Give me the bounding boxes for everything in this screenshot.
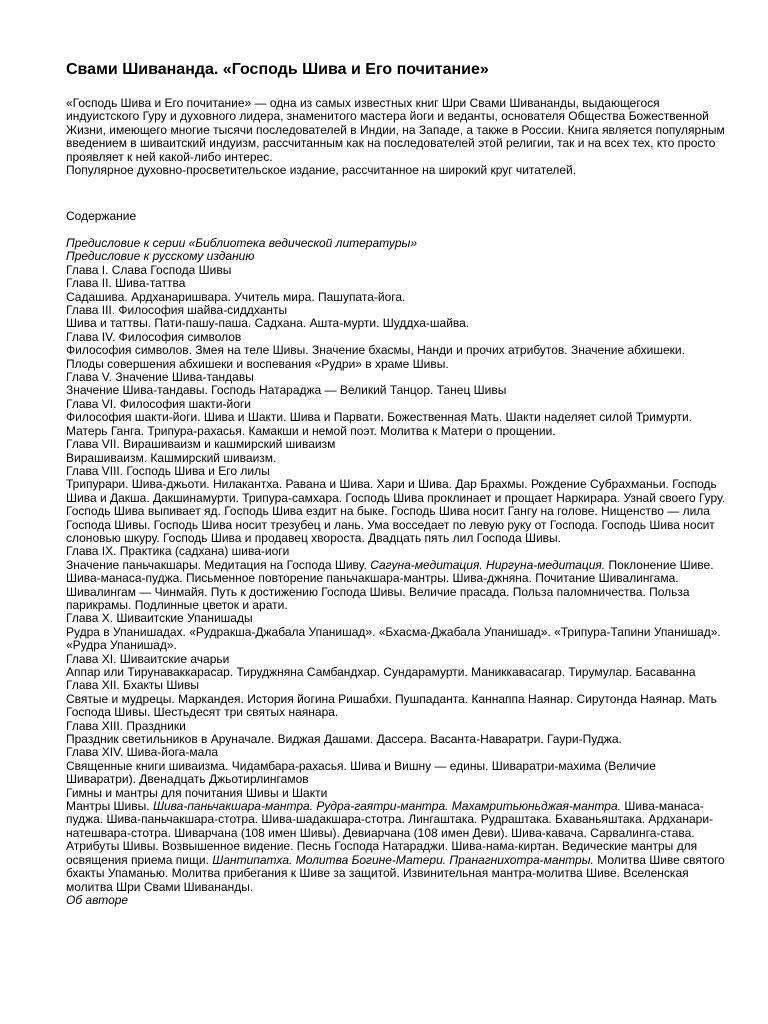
toc-list xyxy=(66,237,726,907)
intro-paragraph: «Господь Шива и Его почитание» — одна из самых известных книг Шри Свами Шивананды, выдающегося индуистского Гуру и духовного лидера, знаменитого мастера йоги и веданты, основателя Общества Божественной Жизни, имеющего многие тысячи последователей в Индии, на Западе, а также в России. Книга является популярным введением в шиваитский индуизм, рассчитанным как на последователей этой религии, так и на всех тех, кто просто проявляет к ней какой-либо интерес. xyxy=(66,96,725,164)
page-title: Свами Шивананда. «Господь Шива и Его почитание» xyxy=(66,61,489,78)
toc-entry: Глава VII. Вирашиваизм и кашмирский шиваизм xyxy=(66,437,336,452)
toc-entry-segment: Мантры Шивы. xyxy=(66,799,153,814)
toc-entry xyxy=(66,800,726,894)
toc-entry-segment: Шива-паньчакшара-мантра. Рудра-гаятри-мантра. Махамритьюньджая-мантра. xyxy=(152,799,621,814)
toc-entry: Глава VI. Философия шакти-йоги xyxy=(66,396,251,411)
toc-entry: Об авторе xyxy=(66,892,129,907)
toc-entry: Вирашиваизм. Кашмирский шиваизм. xyxy=(66,450,277,465)
toc-entry: Глава IX. Практика (садхана) шива-иоги xyxy=(66,544,290,559)
toc-entry-segment: Шантипатха. Молитва Богине-Матери. Пранагнихотра-мантры. xyxy=(212,852,594,867)
toc-entry-segment: Значение паньчакшары. Медитация на Господа Шиву. xyxy=(66,557,371,572)
toc-entry: Глава XI. Шиваитские ачарьи xyxy=(66,651,230,666)
toc-entry: Шива и таттвы. Пати-пашу-паша. Садхана. Ашта-мурти. Шуддха-шайва. xyxy=(66,316,470,331)
toc-entry: Гимны и мантры для почитания Шивы и Шакти xyxy=(66,785,328,800)
toc-entry: Рудра в Упанишадах. «Рудракша-Джабала Упанишад». «Бхасма-Джабала Упанишад». «Трипура-Тапини Упанишад». «Рудра Упанишад». xyxy=(66,624,721,653)
toc-entry: Глава IV. Философия символов xyxy=(66,329,242,344)
toc-entry: Предисловие к русскому изданию xyxy=(66,249,255,264)
toc-entry: Аппар или Тирунаваккарасар. Тируджняна Самбандхар. Сундарамурти. Маниккавасагар. Тирумулар. Басаванна xyxy=(66,665,696,679)
toc-entry: Глава V. Значение Шива-тандавы xyxy=(66,370,254,385)
toc-entry: Глава II. Шива-таттва xyxy=(66,276,186,291)
toc-entry: Глава III. Философия шайва-сиддханты xyxy=(66,303,288,318)
toc-entry: Праздник светильников в Аруначале. Виджая Дашами. Дассера. Васанта-Наваратри. Гаури-Пуджа. xyxy=(66,732,622,747)
toc-entry: Глава XII. Бхакты Шивы xyxy=(66,678,200,693)
toc-entry-segment: Молитва Шиве святого бхакты Упаманью. Молитва прибегания к Шиве за защитой. Извинительная мантра-молитва Шиве. Вселенская молитва Шри Свами Шивананды. xyxy=(66,852,725,894)
toc-entry: Садашива. Ардханаришвара. Учитель мира. Пашупата-йога. xyxy=(66,289,406,304)
toc-entry: Трипурари. Шива-джьоти. Нилакантха. Равана и Шива. Хари и Шива. Дар Брахмы. Рождение Субрахманьи. Господь Шива и Дакша. Дакшинамурти. Трипура-самхара. Господь Шива проклинает и прощает Наркирара. Узнай своего Гуру. Господь Шива выпивает яд. Господь Шива ездит на быке. Господь Шива носит Гангу на голове. Нищенство — лила Господа Шивы. Господь Шива носит трезубец и лань. Ума восседает по левую руку от Господа. Господь Шива носит слоновью шкуру. Господь Шива и продавец хвороста. Двадцать пять лил Господа Шивы. xyxy=(66,477,726,545)
toc-entry: Глава XIII. Праздники xyxy=(66,718,186,733)
toc-entry: Святые и мудрецы. Маркандея. История йогина Ришабхи. Пушпаданта. Каннаппа Наянар. Сирутонда Наянар. Мать Господа Шивы. Шестьдесят три святых наянара. xyxy=(66,691,717,720)
intro-paragraph: Популярное духовно-просветительское издание, рассчитанное на широкий круг читателей. xyxy=(66,163,577,178)
toc-entry-segment: Шива-манаса-пуджа. Шива-паньчакшара-стотра. Шива-шадакшара-стотра. Лингаштака. Рудраштака. Бхаваньяштака. Ардханари-натешвара-стотра. Шиварчана (108 имен Шивы). Девиарчана (108 имен Деви). Шива-кавача. Сарвалинга-става. Атрибуты Шивы. Возвышенное видение. Песнь Господа Натараджи. Шива-нама-киртан. Ведические мантры для освящения приема пищи. xyxy=(66,799,714,867)
toc-entry: Философия символов. Змея на теле Шивы. Значение бхасмы, Нанди и прочих атрибутов. Значение абхишеки. Плоды совершения абхишеки и воспевания «Рудри» в храме Шивы. xyxy=(66,343,685,371)
toc-entry: Глава X. Шиваитские Упанишады xyxy=(66,611,253,626)
toc-entry-segment: Поклонение Шиве. Шива-манаса-пуджа. Письменное повторение паньчакшара-мантры. Шива-джняна. Почитание Шивалингама. Шивалингам — Чинмайя. Путь к достижению Господа Шивы. Величие прасада. Польза паломничества. Польза парикрамы. Подлинные цветок и арати. xyxy=(66,557,714,612)
intro-block xyxy=(66,97,726,177)
toc-entry: Глава I. Слава Господа Шивы xyxy=(66,262,232,277)
toc-entry xyxy=(66,559,726,613)
toc-entry: Глава XIV. Шива-йога-мала xyxy=(66,745,219,760)
toc-entry: Предисловие к серии «Библиотека ведической литературы» xyxy=(66,236,418,250)
toc-heading: Содержание xyxy=(66,209,137,223)
toc-entry: Священные книги шиваизма. Чидамбара-рахасья. Шива и Вишну — едины. Шиваратри-махима (Величие Шиваратри). Двенадцать Джьотирлингамов xyxy=(66,758,656,787)
toc-entry-segment: Сагуна-медитация. Ниргуна-медитация. xyxy=(370,557,606,572)
toc-entry: Глава VIII. Господь Шива и Его лилы xyxy=(66,463,270,478)
toc-entry: Значение Шива-тандавы. Господь Натараджа — Великий Танцор. Танец Шивы xyxy=(66,383,507,398)
toc-entry: Философия шакти-йоги. Шива и Шакти. Шива и Парвати. Божественная Мать. Шакти наделяет силой Тримурти. Матерь Ганга. Трипура-рахасья. Камакши и немой поэт. Молитва к Матери о прощении. xyxy=(66,410,693,438)
